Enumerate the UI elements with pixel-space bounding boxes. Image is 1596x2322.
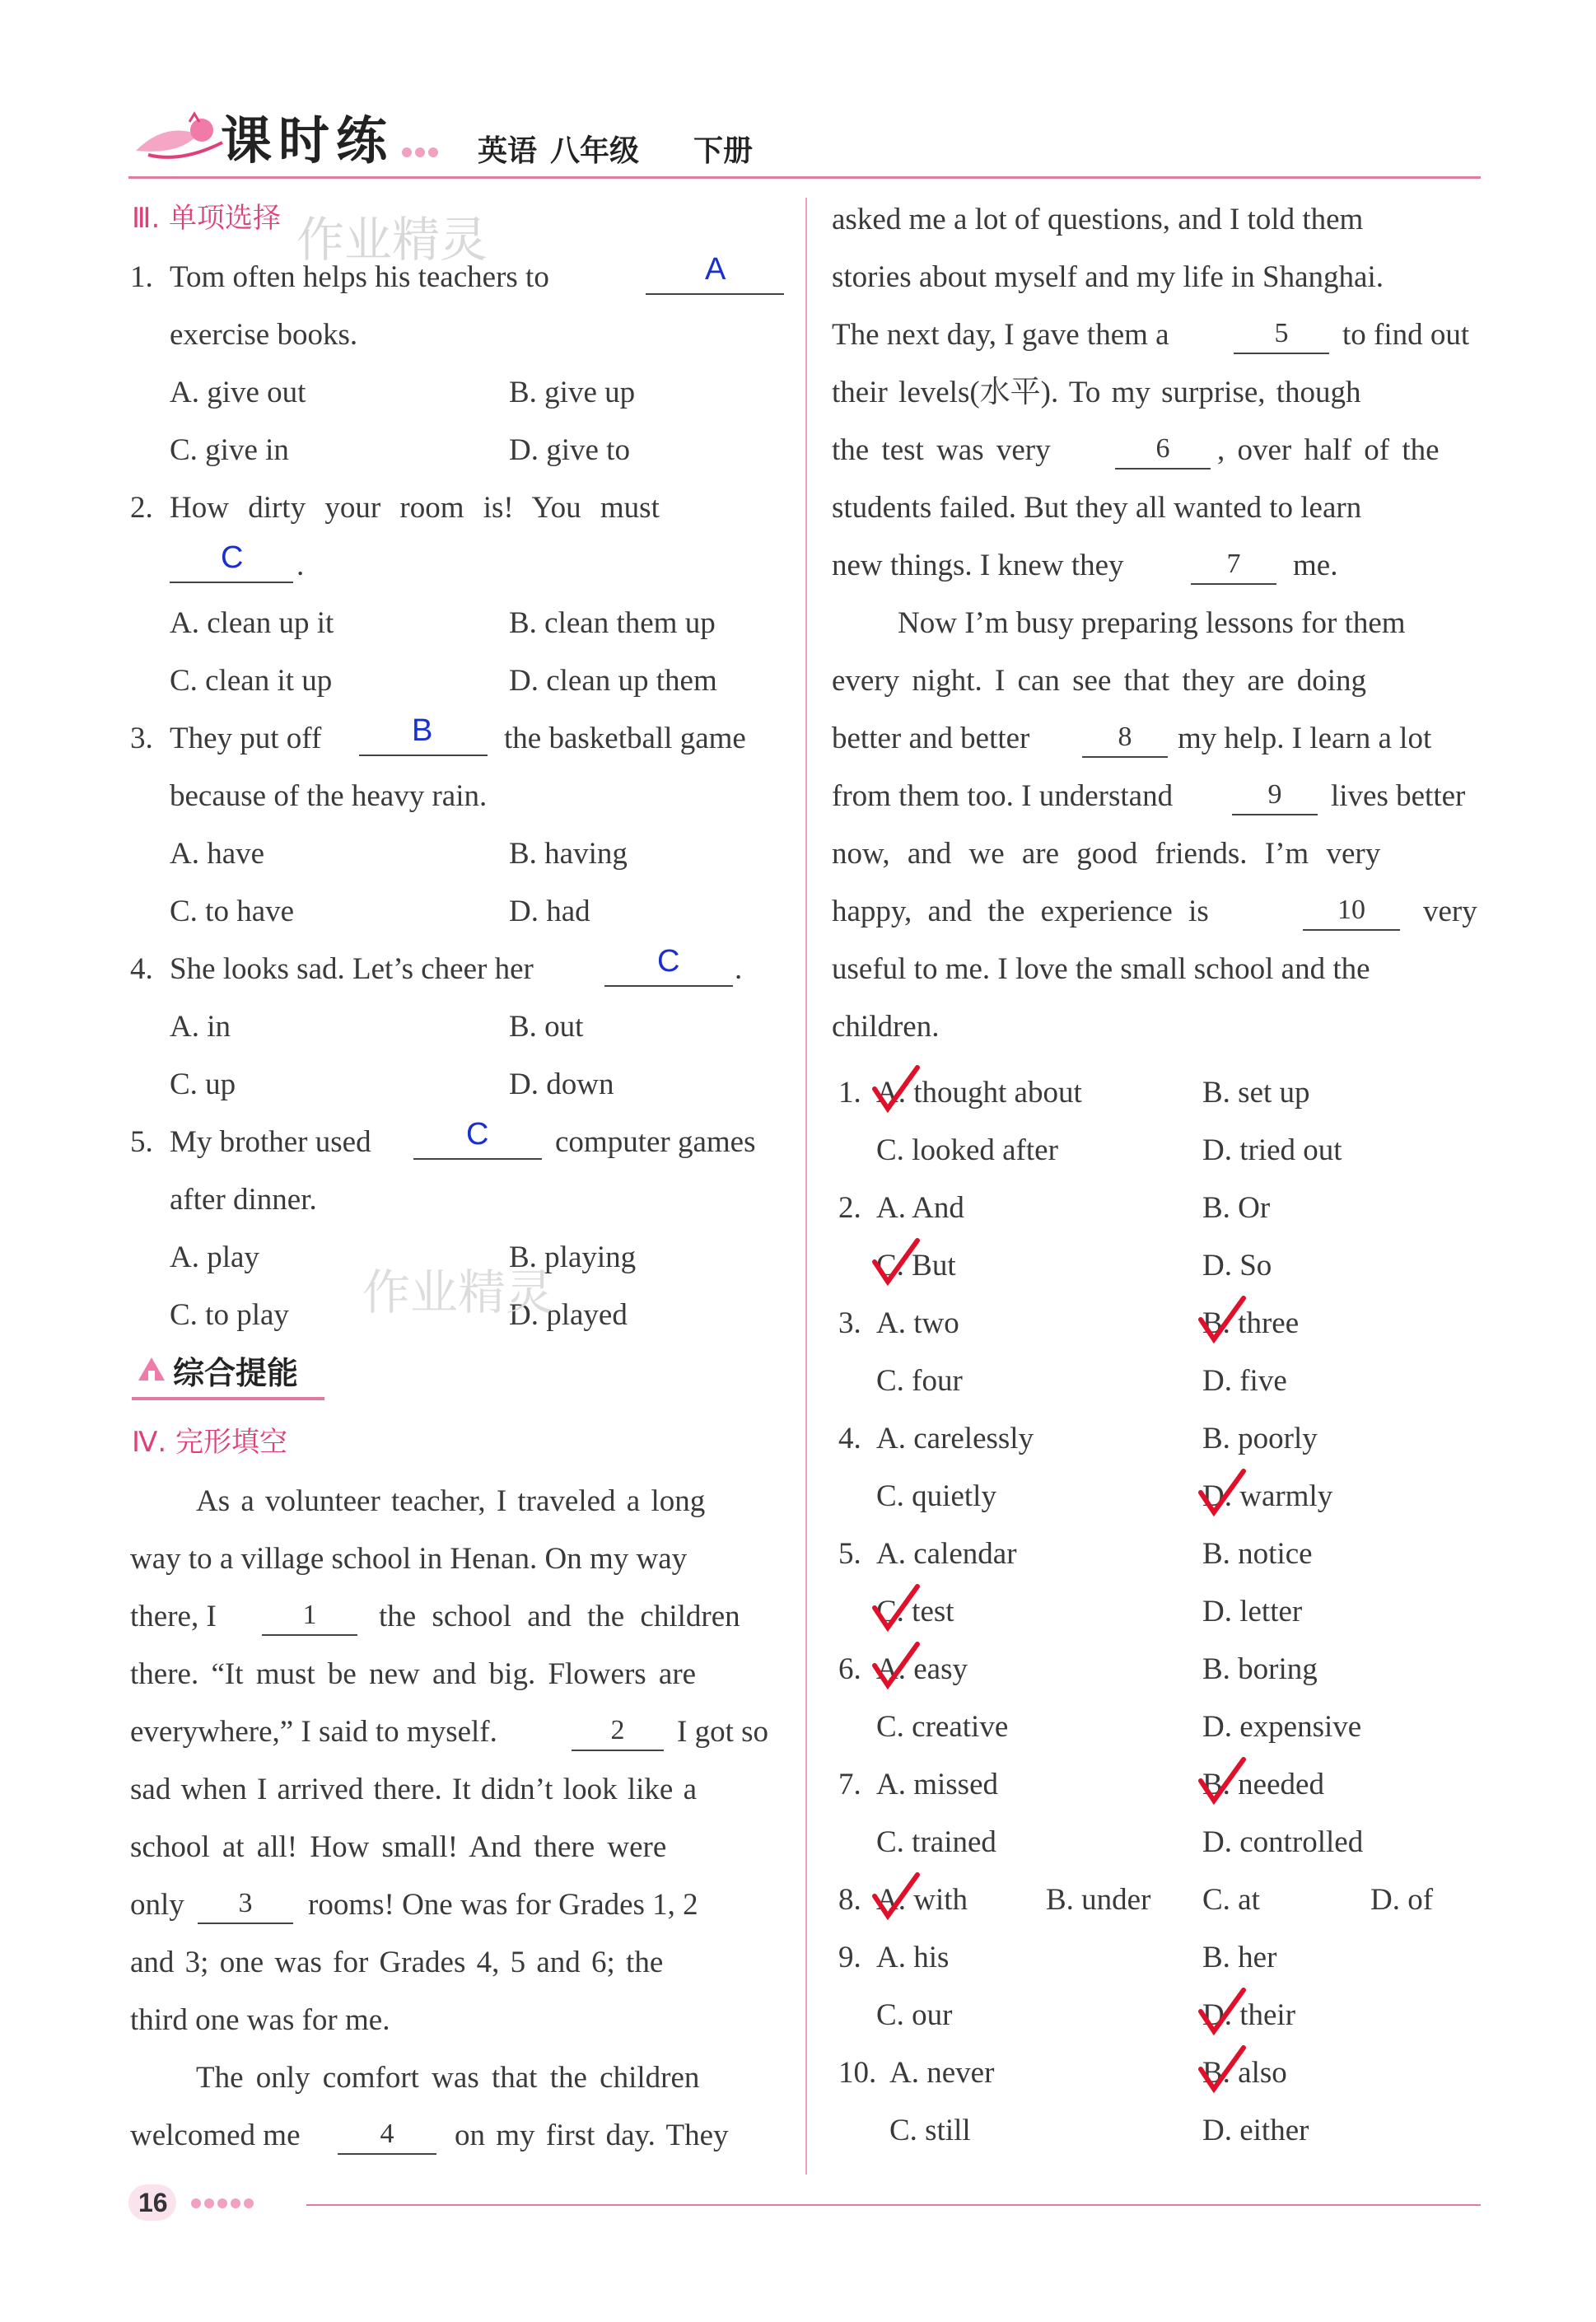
q5-option-b: B. playing [509,1240,637,1274]
checkmark-icon-10 [1196,2044,1248,2097]
q3-text-post: the basketball game [504,722,746,755]
q2-text: How dirty your room is! You must [170,491,660,525]
blank-10 [1303,896,1400,931]
blank-7 [1191,550,1276,585]
passage-right-line-10a: better and better [832,722,1030,755]
passage-right-line-11b: lives better [1331,779,1466,813]
q4-option-c: C. up [170,1068,236,1101]
choice10-number: 10. [838,2056,877,2090]
choice7-option-b: B. needed [1202,1768,1324,1801]
choice3-number: 3. [838,1306,861,1340]
passage-right-line-8: Now I’m busy preparing lessons for them [898,606,1406,640]
q1-line2: exercise books. [170,318,358,352]
q5-option-a: A. play [170,1240,259,1274]
watermark-2: 作业精灵 [362,1264,554,1320]
passage-right-line-4: their levels(水平). To my surprise, though [832,376,1361,409]
choice7-option-a: A. missed [876,1768,998,1801]
q2-option-d: D. clean up them [509,664,717,698]
choice1-option-a: A. thought about [876,1076,1082,1110]
passage-right-line-7a: new things. I knew they [832,549,1124,582]
q1-text: Tom often helps his teachers to [170,260,549,294]
choice6-option-a: A. easy [876,1652,968,1686]
choice10-option-d: D. either [1202,2114,1309,2147]
blank-6-number: 6 [1155,433,1170,464]
blank-3 [198,1890,293,1924]
q3-number: 3. [130,722,153,755]
choice8-option-b: B. under [1046,1883,1151,1917]
choice8-option-c: C. at [1202,1883,1260,1917]
q3-text: They put off [170,722,322,755]
skills-badge-underline [132,1397,324,1400]
choice3-option-b: B. three [1202,1306,1300,1340]
passage-left-line-8b: rooms! One was for Grades 1, 2 [308,1888,698,1922]
q5-option-d: D. played [509,1298,628,1332]
q5-option-c: C. to play [170,1298,289,1332]
choice1-number: 1. [838,1076,861,1110]
checkmark-icon-7 [1196,1756,1248,1809]
passage-right-line-5a: the test was very [832,433,1051,467]
blank-5-number: 5 [1274,318,1289,348]
passage-left-line-12a: welcomed me [130,2119,301,2152]
passage-right-line-3a: The next day, I gave them a [832,318,1169,352]
q5-text-post: computer games [555,1125,756,1159]
header-subject: 英语 [478,134,538,168]
q3-option-c: C. to have [170,895,295,928]
watermark: 作业精灵 [296,212,488,268]
choice2-option-b: B. Or [1202,1191,1271,1225]
choice9-number: 9. [838,1941,861,1974]
choice9-option-a: A. his [876,1941,950,1974]
q1-option-b: B. give up [509,376,636,409]
choice6-number: 6. [838,1652,861,1686]
choice4-option-c: C. quietly [876,1479,996,1513]
choice6-option-b: B. boring [1202,1652,1318,1686]
passage-left-line-11: The only comfort was that the children [196,2061,700,2095]
checkmark-icon-4 [1196,1468,1248,1521]
choice5-option-c: C. test [876,1595,954,1628]
choice3-option-a: A. two [876,1306,959,1340]
blank-7-number: 7 [1226,549,1241,579]
checkmark-icon-8 [870,1871,922,1924]
page-number: 16 [138,2188,168,2217]
checkmark-icon-9 [1196,1987,1248,2039]
choice2-option-c: C. But [876,1249,956,1282]
q4-text: She looks sad. Let’s cheer her [170,952,534,986]
q2-answer: C [221,540,244,575]
choice2-number: 2. [838,1191,861,1225]
choice2-option-d: D. So [1202,1249,1272,1282]
q1-option-a: A. give out [170,376,306,409]
q2-period: . [296,549,305,582]
choice6-option-c: C. creative [876,1710,1009,1744]
passage-right-line-3b: to find out [1342,318,1470,352]
blank-5 [1234,320,1329,354]
passage-left-line-6: sad when I arrived there. It didn’t look like a [130,1773,697,1806]
q1-option-d: D. give to [509,433,630,467]
blank-2 [572,1717,664,1751]
q1-option-c: C. give in [170,433,289,467]
q4-answer: C [657,944,680,979]
passage-left-line-1: As a volunteer teacher, I traveled a long [196,1484,706,1518]
passage-right-line-12: now, and we are good friends. I’m very [832,837,1381,871]
blank-3-number: 3 [238,1888,253,1918]
choice2-option-a: A. And [876,1191,964,1225]
section4-title: Ⅳ. 完形填空 [132,1426,287,1459]
q4-option-b: B. out [509,1010,584,1044]
footer-rule [306,2204,1481,2206]
choice1-option-b: B. set up [1202,1076,1310,1110]
q5-number: 5. [130,1125,153,1159]
q4-period: . [735,952,743,986]
passage-left-line-4: there. “It must be new and big. Flowers are [130,1657,697,1691]
blank-1 [262,1601,357,1636]
q5-text: My brother used [170,1125,371,1159]
passage-left-line-2: way to a village school in Henan. On my way [130,1542,688,1576]
passage-left-line-3a: there, I [130,1600,217,1633]
passage-left-line-5a: everywhere,” I said to myself. [130,1715,497,1749]
passage-left-line-7: school at all! How small! And there were [130,1830,667,1864]
passage-right-line-6: students failed. But they all wanted to learn [832,491,1362,525]
q1-answer: A [705,252,726,287]
choice5-option-a: A. calendar [876,1537,1017,1571]
checkmark-icon-6 [870,1641,922,1694]
passage-right-line-5b: , over half of the [1217,433,1440,467]
passage-left-line-9: and 3; one was for Grades 4, 5 and 6; the [130,1946,664,1979]
passage-left-line-12b: on my first day. They [455,2119,729,2152]
passage-right-line-7b: me. [1293,549,1338,582]
choice8-number: 8. [838,1883,861,1917]
header-logo [132,105,231,175]
q4-option-a: A. in [170,1010,231,1044]
choice1-option-c: C. looked after [876,1133,1058,1167]
blank-8 [1082,723,1168,758]
choice3-option-d: D. five [1202,1364,1287,1398]
choice9-option-c: C. our [876,1998,953,2032]
skills-badge: 综合提能 [173,1355,299,1391]
choice4-number: 4. [838,1422,861,1455]
q5-line2: after dinner. [170,1183,317,1217]
q3-line2: because of the heavy rain. [170,779,488,813]
choice10-option-a: A. never [889,2056,995,2090]
choice5-option-d: D. letter [1202,1595,1303,1628]
section3-title: Ⅲ. 单项选择 [132,202,282,235]
checkmark-icon-2 [870,1237,922,1290]
q3-answer: B [412,713,433,748]
header-volume: 下册 [693,134,754,168]
blank-2-number: 2 [610,1715,625,1745]
checkmark-icon-5 [870,1583,922,1636]
footer-dots [191,2198,257,2212]
choice7-number: 7. [838,1768,861,1801]
choice9-option-b: B. her [1202,1941,1277,1974]
q3-option-d: D. had [509,895,590,928]
choice7-option-d: D. controlled [1202,1825,1364,1859]
passage-right-line-9: every night. I can see that they are doing [832,664,1367,698]
choice4-option-a: A. carelessly [876,1422,1034,1455]
choice3-option-c: C. four [876,1364,963,1398]
skills-badge-icon [135,1353,168,1390]
q2-option-a: A. clean up it [170,606,334,640]
choice10-option-b: B. also [1202,2056,1287,2090]
passage-right-line-13b: very [1423,895,1477,928]
passage-right-line-11a: from them too. I understand [832,779,1174,813]
checkmark-icon-3 [1196,1295,1248,1348]
blank-1-number: 1 [302,1600,317,1630]
choice4-option-b: B. poorly [1202,1422,1318,1455]
q1-number: 1. [130,260,153,294]
passage-right-line-14: useful to me. I love the small school and the [832,952,1370,986]
choice6-option-d: D. expensive [1202,1710,1362,1744]
passage-right-line-1: asked me a lot of questions, and I told them [832,203,1364,236]
blank-6 [1115,435,1211,470]
header-dots [402,147,441,161]
choice8-option-d: D. of [1370,1883,1434,1917]
q3-option-a: A. have [170,837,265,871]
header-brand: 课时练 [221,110,394,171]
checkmark-icon-1 [870,1064,922,1117]
choice7-option-c: C. trained [876,1825,996,1859]
blank-9 [1232,781,1318,815]
choice5-number: 5. [838,1537,861,1571]
q2-number: 2. [130,491,153,525]
choice8-option-a: A. with [876,1883,968,1917]
q2-option-b: B. clean them up [509,606,716,640]
blank-4 [338,2120,436,2155]
passage-right-line-10b: my help. I learn a lot [1178,722,1432,755]
passage-left-line-8a: only [130,1888,184,1922]
passage-left-line-10: third one was for me. [130,2003,390,2037]
q5-answer: C [466,1117,489,1152]
q2-option-c: C. clean it up [170,664,333,698]
passage-left-line-5b: I got so [677,1715,768,1749]
passage-right-line-15: children. [832,1010,940,1044]
passage-left-line-3b: the school and the children [379,1600,740,1633]
choice9-option-d: D. their [1202,1998,1296,2032]
passage-right-line-13a: happy, and the experience is [832,895,1209,928]
blank-8-number: 8 [1118,722,1132,752]
column-divider [805,198,807,2175]
blank-9-number: 9 [1267,779,1282,810]
blank-4-number: 4 [380,2119,394,2149]
header-grade: 八年级 [550,134,640,168]
header-rule [128,176,1481,179]
q4-option-d: D. down [509,1068,614,1101]
passage-right-line-2: stories about myself and my life in Shanghai. [832,260,1384,294]
q4-number: 4. [130,952,153,986]
choice4-option-d: D. warmly [1202,1479,1333,1513]
choice10-option-c: C. still [889,2114,971,2147]
blank-10-number: 10 [1337,895,1365,925]
q3-option-b: B. having [509,837,628,871]
choice5-option-b: B. notice [1202,1537,1313,1571]
choice1-option-d: D. tried out [1202,1133,1342,1167]
